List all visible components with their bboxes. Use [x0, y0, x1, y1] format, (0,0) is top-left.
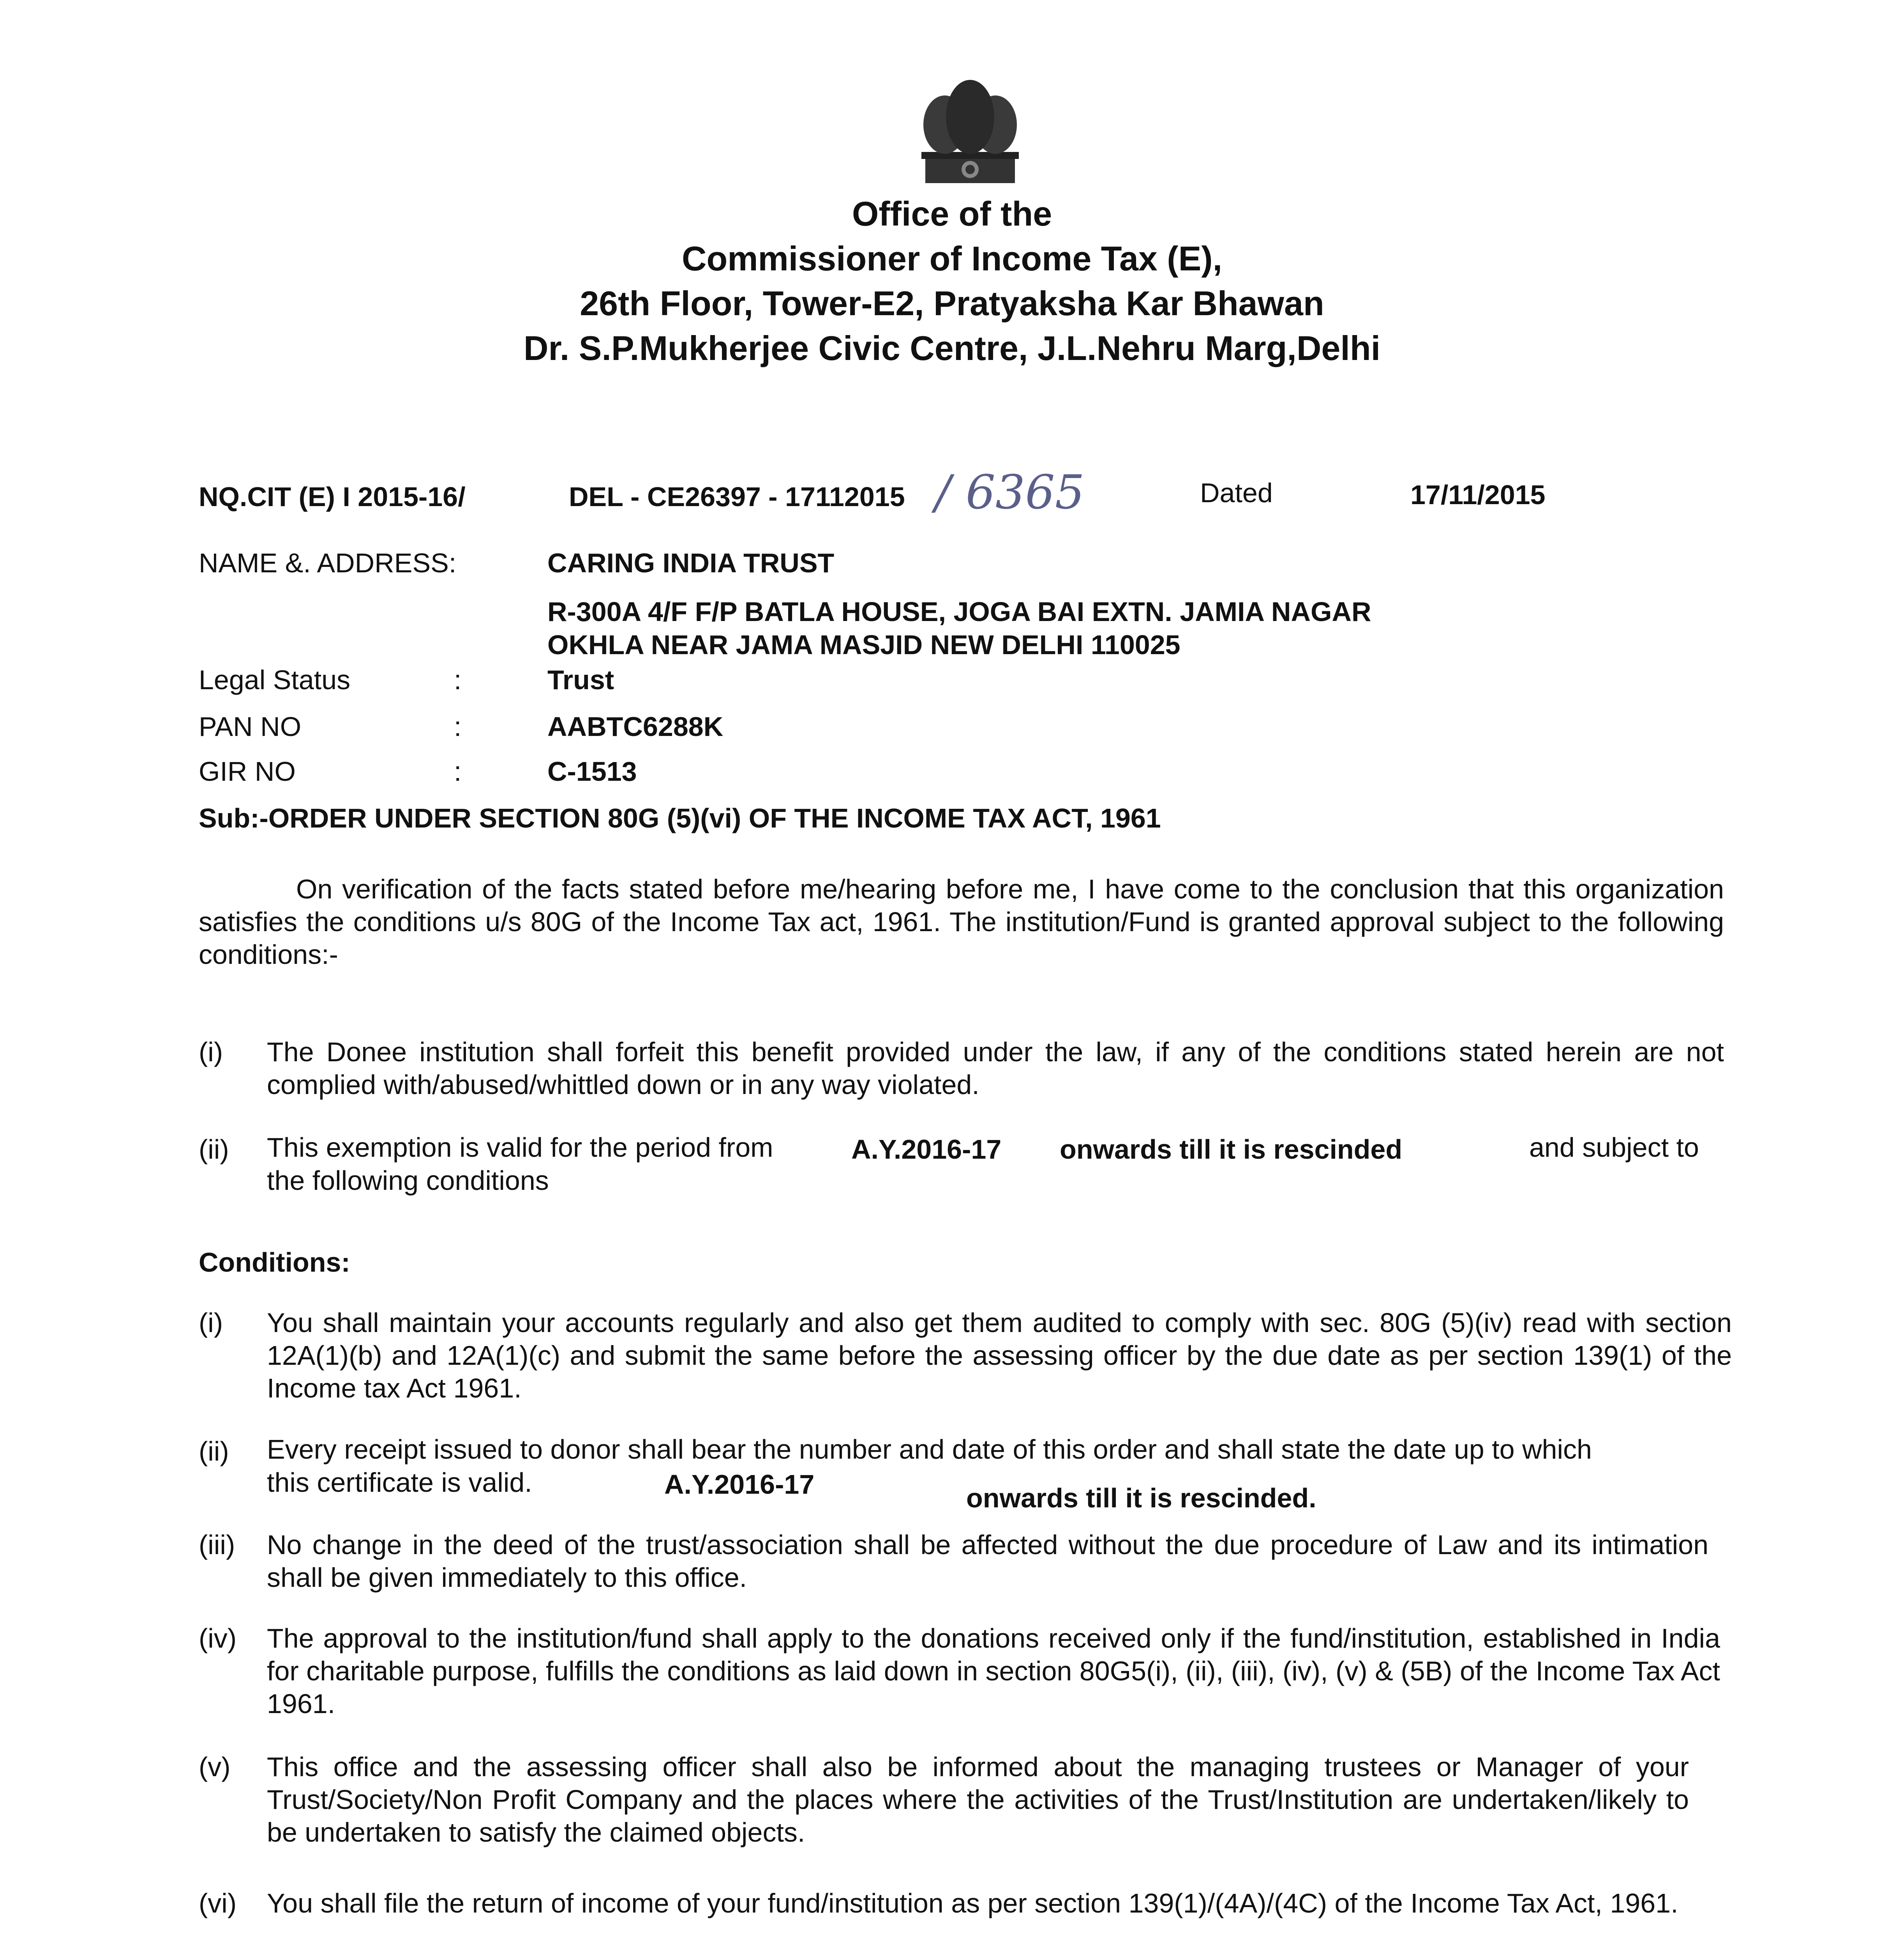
condition-vi-number: (vi)	[199, 1888, 237, 1918]
legal-status-colon: :	[454, 665, 462, 695]
gir-colon: :	[454, 756, 462, 787]
office-heading-line2: Commissioner of Income Tax (E),	[681, 239, 1223, 278]
condition-i-text: You shall maintain your accounts regularly and also get them audited to comply with sec. 80G (5)(iv) read with section 12A(1)(b) and 12A(1)(c) and submit the same before the assessing officer by the due date as per section 139(1) of the Income tax Act 1961.	[267, 1307, 1732, 1403]
term-i-text: The Donee institution shall forfeit this benefit provided under the law, if any of the conditions stated herein are not complied with/abused/whittled down or in any way violated.	[267, 1037, 1724, 1100]
gir-value: C-1513	[547, 756, 637, 787]
office-address-line1: 26th Floor, Tower-E2, Pratyaksha Kar Bhawan	[580, 284, 1324, 323]
condition-v-text: This office and the assessing officer shall also be informed about the managing trustees or Manager of your Trust/Society/Non Profit Company and the places where the activities of the Trust/Institution are undertaken/likely to be undertaken to satisfy the claimed objects.	[267, 1752, 1689, 1847]
intro-paragraph: On verification of the facts stated before me/hearing before me, I have come to the conclusion that this organization satisfies the conditions u/s 80G of the Income Tax act, 1961. The institution/Fund is granted approval subject to the following conditions:-	[199, 874, 1724, 970]
legal-status-value: Trust	[547, 665, 614, 695]
term-ii-onwards: onwards till it is rescinded	[1060, 1134, 1403, 1165]
pan-label: PAN NO	[199, 711, 302, 742]
condition-iii-text: No change in the deed of the trust/association shall be affected without the due procedure of Law and its intimation shall be given immediately to this office.	[267, 1530, 1708, 1593]
national-emblem	[918, 74, 1023, 191]
term-ii-text-a: This exemption is valid for the period from	[267, 1132, 773, 1163]
condition-vi-text: You shall file the return of income of your fund/institution as per section 139(1)/(4A)/(4C) of the Income Tax Act, 1961.	[267, 1888, 1678, 1918]
office-heading: Office of the	[852, 194, 1052, 233]
legal-status-label: Legal Status	[199, 665, 351, 695]
condition-ii-text-a: Every receipt issued to donor shall bear the number and date of this order and shall state the date up to which	[267, 1434, 1592, 1465]
subject-line: Sub:-ORDER UNDER SECTION 80G (5)(vi) OF THE INCOME TAX ACT, 1961	[199, 803, 1161, 833]
gir-label: GIR NO	[199, 756, 296, 787]
pan-colon: :	[454, 711, 462, 742]
handwritten-number: / 6365	[935, 466, 1085, 520]
condition-iv-text: The approval to the institution/fund shall apply to the donations received only if the fund/institution, established in India for charitable purpose, fulfills the conditions as laid down in section 80G5(i), (ii), (iii), (iv), (v) & (5B) of the Income Tax Act 1961.	[267, 1623, 1720, 1719]
ref-nq: NQ.CIT (E) I 2015-16/	[199, 482, 466, 512]
order-date: 17/11/2015	[1410, 480, 1546, 510]
term-ii-number: (ii)	[199, 1134, 229, 1165]
condition-ii-ay: A.Y.2016-17	[664, 1469, 815, 1500]
condition-ii-onwards: onwards till it is rescinded.	[966, 1483, 1316, 1513]
condition-iii-number: (iii)	[199, 1530, 235, 1560]
name-address-label: NAME &. ADDRESS:	[199, 548, 457, 578]
term-ii-text-c: the following conditions	[267, 1165, 549, 1196]
address-line1: R-300A 4/F F/P BATLA HOUSE, JOGA BAI EXTN. JAMIA NAGAR	[547, 596, 1371, 627]
conditions-heading: Conditions:	[199, 1247, 350, 1277]
pan-value: AABTC6288K	[547, 711, 723, 742]
term-ii-text-b: and subject to	[1529, 1132, 1699, 1163]
condition-i-number: (i)	[199, 1307, 223, 1338]
term-ii-ay: A.Y.2016-17	[851, 1134, 1002, 1165]
address-line2: OKHLA NEAR JAMA MASJID NEW DELHI 110025	[547, 630, 1181, 660]
term-i-number: (i)	[199, 1037, 223, 1067]
condition-ii-number: (ii)	[199, 1436, 229, 1466]
office-address-line2: Dr. S.P.Mukherjee Civic Centre, J.L.Nehru Marg,Delhi	[523, 329, 1381, 367]
dated-label: Dated	[1200, 478, 1273, 508]
condition-iv-number: (iv)	[199, 1623, 237, 1653]
condition-ii-text-b: this certificate is valid.	[267, 1467, 532, 1498]
ref-del: DEL - CE26397 - 17112015	[569, 482, 905, 512]
condition-v-number: (v)	[199, 1752, 231, 1782]
trust-name: CARING INDIA TRUST	[547, 548, 835, 578]
